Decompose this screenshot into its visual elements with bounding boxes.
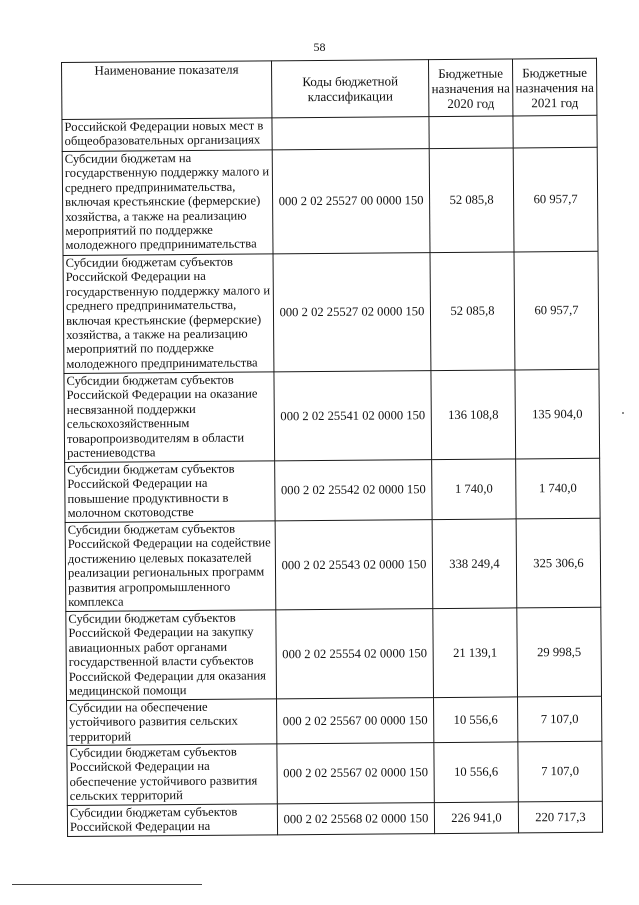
row-name: Российской Федерации новых мест в общеобразовательных организациях: [62, 118, 272, 152]
row-value-2021: 220 717,3: [518, 801, 602, 833]
header-2021: Бюджетные назначения на 2021 год: [512, 58, 596, 116]
table-row: [67, 801, 602, 836]
row-value-2020: 52 085,8: [430, 252, 515, 371]
row-value-2021: 29 998,5: [517, 607, 602, 697]
row-code: 000 2 02 25567 00 0000 150: [277, 698, 434, 744]
table-row: [67, 741, 602, 805]
row-value-2021: 135 904,0: [515, 369, 600, 459]
row-value-2021: 7 107,0: [518, 696, 602, 742]
row-value-2021: 60 957,7: [513, 147, 598, 252]
row-value-2021: [513, 115, 597, 148]
row-value-2020: 226 941,0: [434, 802, 518, 834]
row-code: 000 2 02 25541 02 0000 150: [274, 371, 432, 461]
table-row: [62, 115, 597, 151]
row-name: Субсидии на обеспечение устойчивого развития сельских территорий: [67, 699, 277, 746]
row-value-2021: 60 957,7: [514, 251, 599, 370]
header-code: Коды бюджетной классификации: [271, 60, 428, 118]
scan-speck: [622, 412, 624, 414]
row-value-2020: [429, 116, 513, 149]
row-code: [272, 117, 429, 150]
row-value-2021: 1 740,0: [516, 458, 600, 519]
table-row: [64, 369, 600, 462]
row-value-2020: 21 139,1: [433, 608, 518, 698]
row-name: Субсидии бюджетам субъектов Российской Федерации на содействие достижению целевых показателей реализации региональных программ развития агропромышленного комплекса: [65, 521, 276, 612]
table-row: [67, 696, 602, 745]
row-code: 000 2 02 25527 02 0000 150: [273, 253, 431, 372]
row-name: Субсидии бюджетам субъектов Российской Федерации на оказание несвязанной поддержки сельскохозяйственным товаропроизводителям в области растениеводства: [64, 372, 275, 463]
row-value-2021: 7 107,0: [518, 741, 602, 802]
row-value-2020: 10 556,6: [434, 697, 518, 743]
budget-table: [61, 58, 603, 837]
bottom-rule: [12, 884, 202, 885]
header-name: Наименование показателя: [62, 61, 272, 120]
row-code: 000 2 02 25543 02 0000 150: [275, 520, 433, 610]
row-name: Субсидии бюджетам субъектов Российской Федерации на закупку авиационных работ органами государственной власти субъектов Российской Федерации для оказания медицинской помощи: [66, 610, 277, 701]
row-value-2020: 136 108,8: [431, 370, 516, 460]
header-2020: Бюджетные назначения на 2020 год: [428, 59, 512, 117]
row-name: Субсидии бюджетам субъектов Российской Федерации на государственную поддержку малого и среднего предпринимательства, включая крестьянские (фермерские) хозяйства, а также на реализацию мероприятий по поддержке молодежного предпринимательства: [63, 254, 274, 374]
row-code: 000 2 02 25542 02 0000 150: [275, 460, 432, 521]
row-code: 000 2 02 25554 02 0000 150: [276, 609, 434, 699]
header-row: [62, 58, 597, 119]
page-number: 58: [313, 40, 326, 54]
row-value-2020: 338 249,4: [432, 519, 517, 609]
row-name: Субсидии бюджетам субъектов Российской Федерации на повышение продуктивности в молочном скотоводстве: [65, 461, 275, 523]
row-value-2020: 10 556,6: [434, 742, 518, 803]
row-name: Субсидии бюджетам субъектов Российской Федерации на: [67, 804, 277, 837]
row-code: 000 2 02 25568 02 0000 150: [277, 803, 434, 835]
row-code: 000 2 02 25527 00 0000 150: [272, 149, 430, 254]
table-row: [66, 607, 602, 700]
row-name: Субсидии бюджетам субъектов Российской Федерации на обеспечение устойчивого развития сельских территорий: [67, 744, 277, 806]
row-value-2021: 325 306,6: [516, 518, 601, 608]
row-name: Субсидии бюджетам на государственную поддержку малого и среднего предпринимательства, включая крестьянские (фермерские) хозяйства, а также на реализацию мероприятий по поддержке молодежного предпринимательства: [62, 150, 273, 256]
row-code: 000 2 02 25567 02 0000 150: [277, 743, 434, 804]
row-value-2020: 52 085,8: [429, 148, 514, 253]
table-row: [65, 458, 600, 522]
row-value-2020: 1 740,0: [432, 459, 516, 520]
table-row: [63, 251, 599, 373]
table-row: [62, 147, 598, 255]
table-row: [65, 518, 601, 611]
